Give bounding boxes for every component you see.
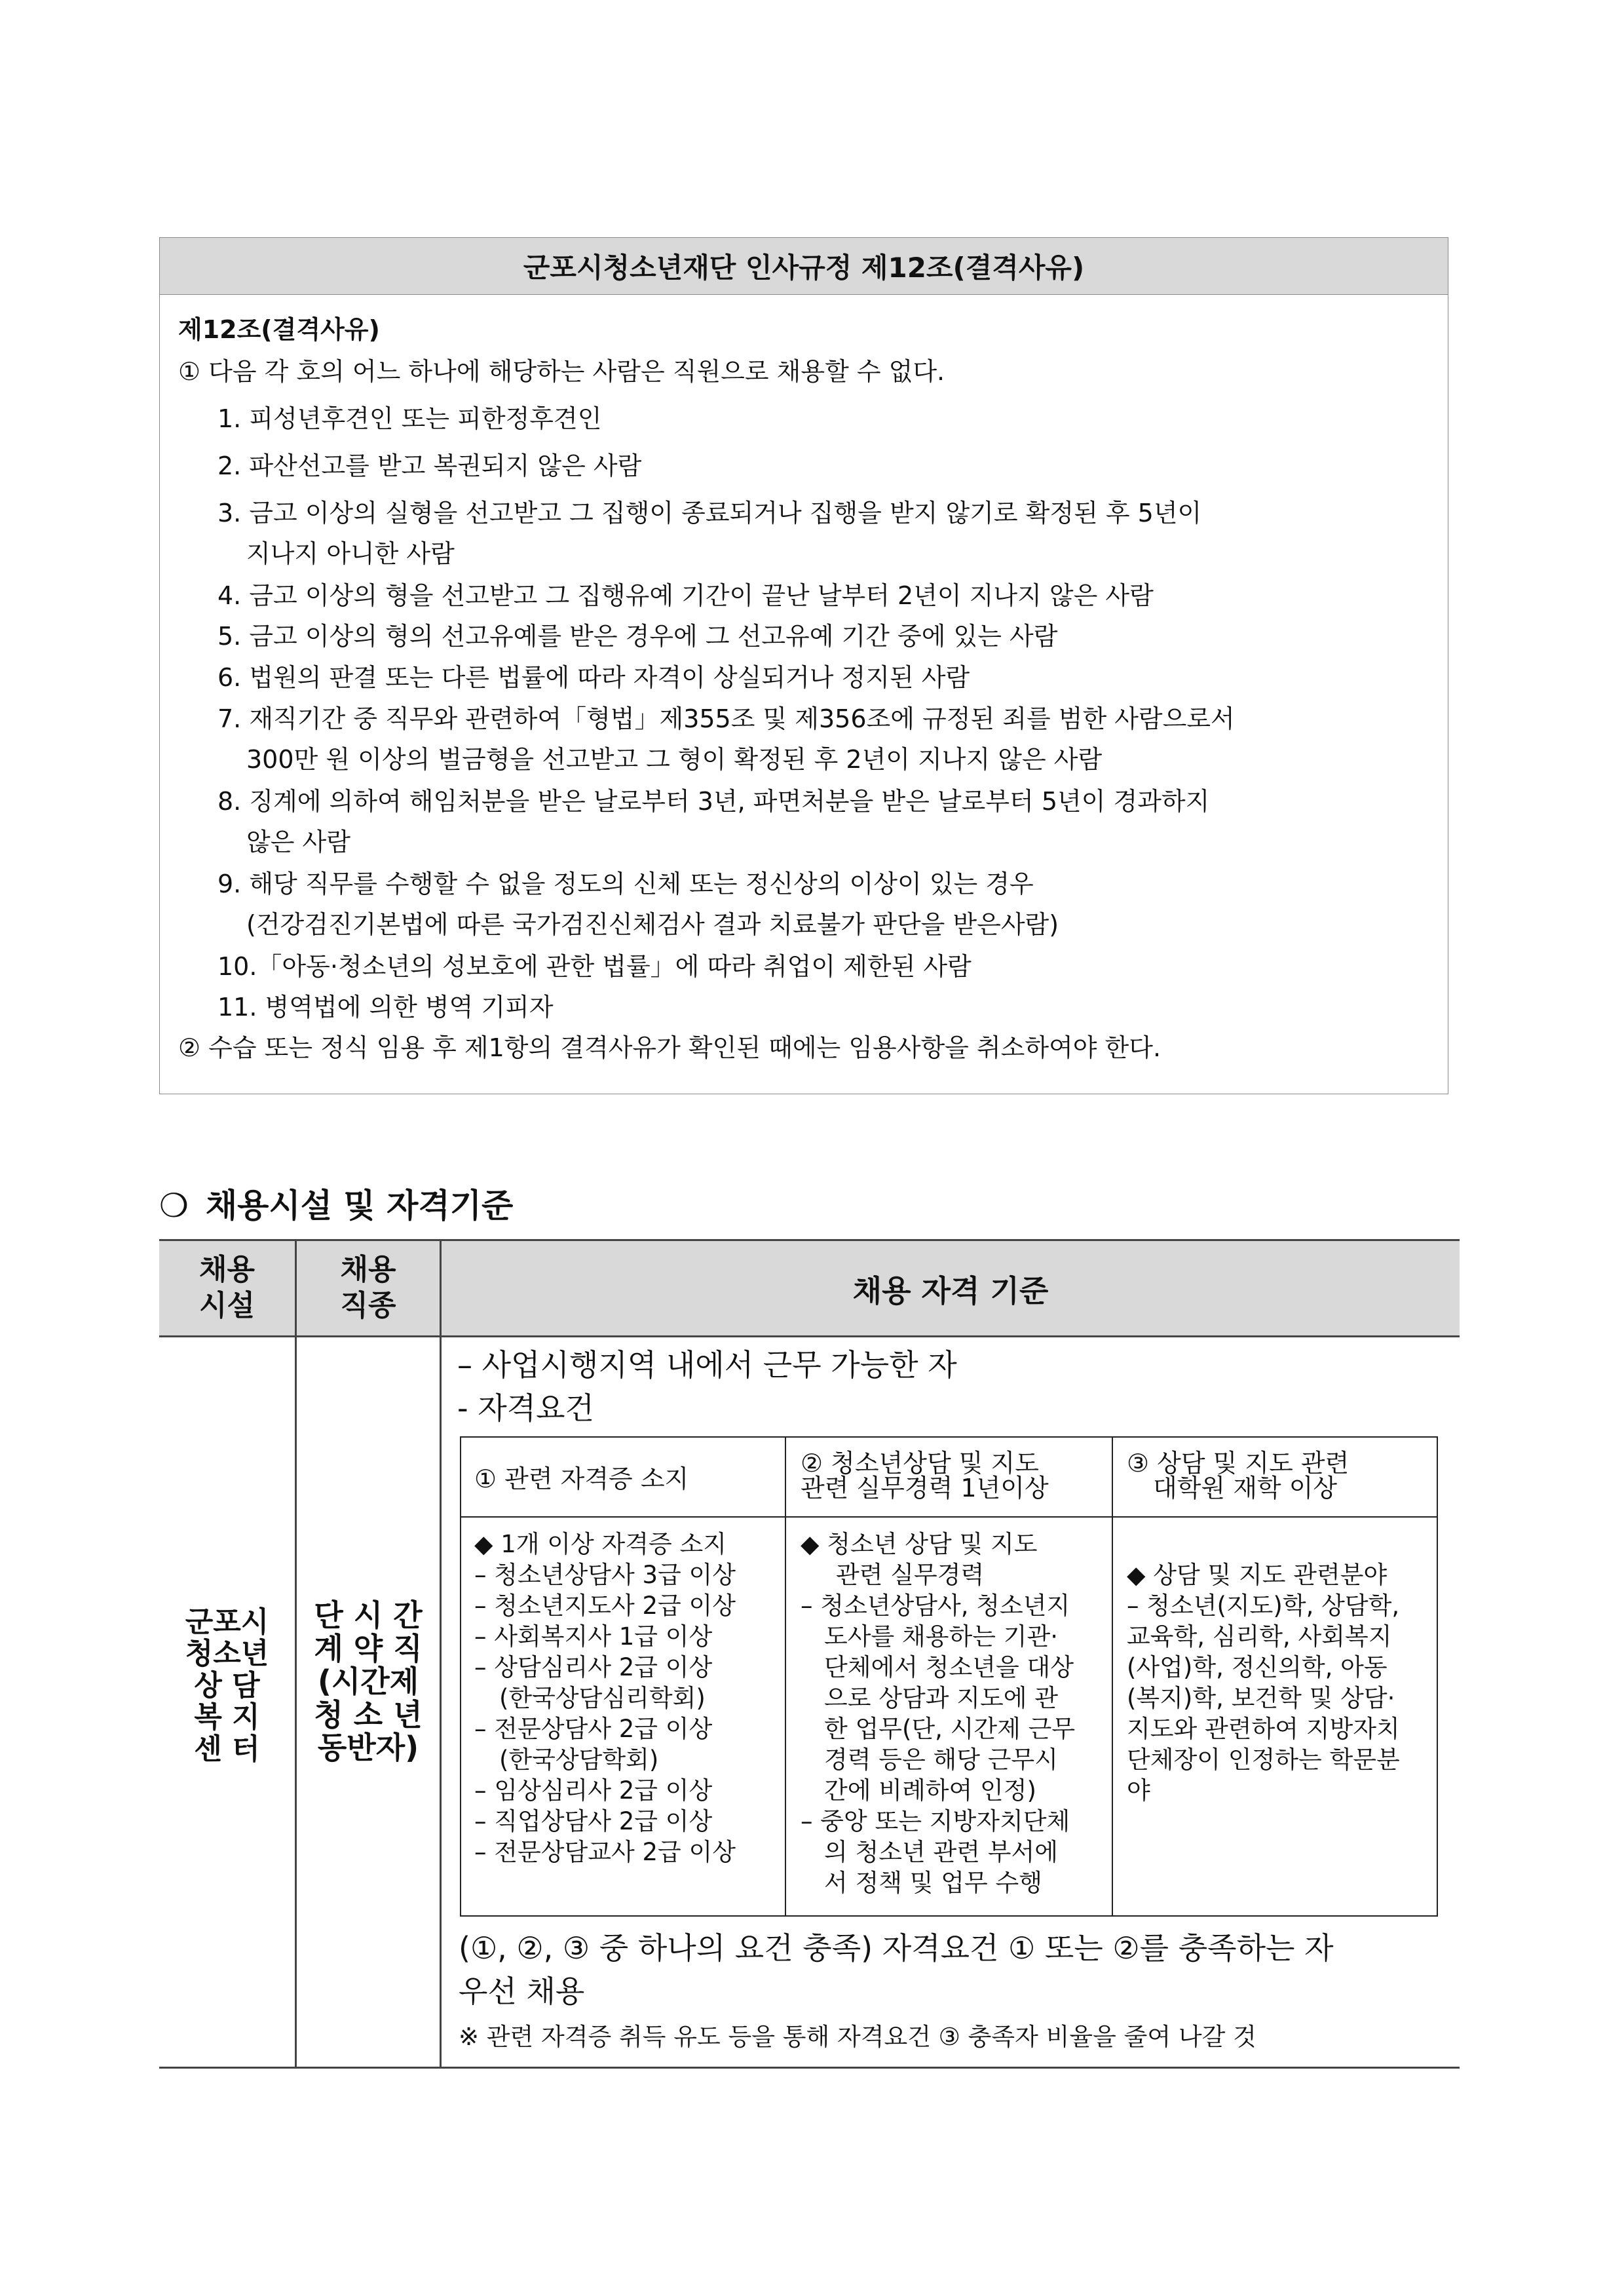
item-10: 10.「아동·청소년의 성보호에 관한 법률」에 따라 취업이 제한된 사람 — [217, 952, 972, 981]
col3-line: – 청소년(지도)학, 상담학, — [1127, 1592, 1400, 1620]
col2-line: 관련 실무경력 — [836, 1561, 985, 1589]
subheader-2-l1: ② 청소년상담 및 지도 — [801, 1449, 1039, 1478]
table-header-rule — [159, 1335, 1460, 1337]
col2-line: 으로 상담과 지도에 관 — [824, 1684, 1058, 1712]
header-facility-l2: 시설 — [198, 1289, 255, 1322]
criteria-note: ※ 관련 자격증 취득 유도 등을 통해 자격요건 ③ 충족자 비율을 줄여 나갈 것 — [459, 2023, 1256, 2051]
col3-line: 지도와 관련하여 지방자치 — [1127, 1715, 1400, 1743]
col2-line: 의 청소년 관련 부서에 — [824, 1838, 1058, 1866]
item-7: 7. 재직기간 중 직무와 관련하여「형법」제355조 및 제356조에 규정된 죄를 범한 사람으로서 — [217, 704, 1235, 733]
col3-line: 교육학, 심리학, 사회복지 — [1127, 1622, 1392, 1651]
col1-line: (한국상담심리학회) — [499, 1684, 706, 1712]
col2-line: 단체에서 청소년을 대상 — [824, 1653, 1074, 1681]
item-8-cont: 않은 사람 — [246, 828, 350, 856]
col1-line: – 사회복지사 1급 이상 — [474, 1622, 713, 1651]
header-job — [297, 1252, 440, 1324]
regulation-box-title: 군포시청소년재단 인사규정 제12조(결격사유) — [160, 238, 1448, 295]
col2-line: – 청소년상담사, 청소년지 — [801, 1592, 1070, 1620]
facility-line: 상 담 — [194, 1668, 260, 1702]
job-type — [297, 1599, 440, 1765]
item-1: 1. 피성년후견인 또는 피한정후견인 — [217, 404, 602, 433]
subtable-divider-1 — [785, 1436, 786, 1917]
col2-line: – 중앙 또는 지방자치단체 — [801, 1807, 1070, 1835]
job-line: 계 약 직 — [314, 1630, 423, 1666]
item-11: 11. 병역법에 의한 병역 기피자 — [217, 993, 554, 1022]
col2-line: ◆ 청소년 상담 및 지도 — [801, 1530, 1038, 1558]
circle-bullet-icon: ❍ — [159, 1187, 189, 1225]
criteria-line-2: - 자격요건 — [457, 1390, 594, 1426]
col1-line: – 임상심리사 2급 이상 — [474, 1776, 713, 1805]
item-3-cont: 지나지 아니한 사람 — [246, 539, 455, 568]
item-7-cont: 300만 원 이상의 벌금형을 선고받고 그 형이 확정된 후 2년이 지나지 않은 사람 — [246, 745, 1103, 774]
subheader-1: ① 관련 자격증 소지 — [474, 1464, 689, 1493]
table-bottom-rule — [159, 2067, 1460, 2069]
facility-line: 센 터 — [194, 1732, 260, 1766]
col3-line: ◆ 상담 및 지도 관련분야 — [1127, 1561, 1388, 1589]
col1-line: ◆ 1개 이상 자격증 소지 — [474, 1530, 727, 1558]
subheader-3-l1: ③ 상담 및 지도 관련 — [1127, 1449, 1350, 1478]
facility-line: 군포시 — [185, 1605, 269, 1639]
item-8: 8. 징계에 의하여 해임처분을 받은 날로부터 3년, 파면처분을 받은 날로부터 5년이 경과하지 — [217, 787, 1210, 816]
item-3: 3. 금고 이상의 실형을 선고받고 그 집행이 종료되거나 집행을 받지 않기로 확정된 후 5년이 — [217, 499, 1202, 527]
col3-line: 야 — [1127, 1776, 1150, 1805]
table-col-divider-2 — [440, 1239, 442, 2069]
col2-line: 서 정책 및 업무 수행 — [824, 1869, 1042, 1897]
article-title: 제12조(결격사유) — [178, 315, 380, 344]
col1-line: – 청소년상담사 3급 이상 — [474, 1561, 736, 1589]
regulation-body — [160, 295, 1448, 1094]
subtable-divider-2 — [1112, 1436, 1113, 1917]
header-criteria: 채용 자격 기준 — [852, 1273, 1049, 1309]
table-top-rule — [159, 1239, 1460, 1241]
facility-line: 복 지 — [194, 1700, 260, 1734]
col2-line: 간에 비례하여 인정) — [824, 1776, 1036, 1805]
criteria-line-1: – 사업시행지역 내에서 근무 가능한 자 — [457, 1347, 957, 1383]
job-line: 청 소 년 — [314, 1696, 423, 1732]
header-job-l1: 채용 — [340, 1253, 396, 1286]
facility-name — [159, 1607, 295, 1765]
col1-line: (한국상담학회) — [499, 1746, 659, 1774]
clause-1: ① 다음 각 호의 어느 하나에 해당하는 사람은 직원으로 채용할 수 없다. — [178, 357, 945, 386]
job-line: 단 시 간 — [314, 1598, 423, 1633]
facility-line: 청소년 — [185, 1637, 269, 1671]
criteria-summary-l1: (①, ②, ③ 중 하나의 요건 충족) 자격요건 ① 또는 ②를 충족하는 자 — [459, 1930, 1334, 1966]
section-heading — [159, 1179, 513, 1227]
col3-line: (복지)학, 보건학 및 상담· — [1127, 1684, 1395, 1712]
col1-line: – 전문상담교사 2급 이상 — [474, 1838, 736, 1866]
section-heading-text: 채용시설 및 자격기준 — [205, 1187, 514, 1225]
item-9-cont: (건강검진기본법에 따른 국가검진신체검사 결과 치료불가 판단을 받은사람) — [246, 910, 1059, 939]
subheader-2-l2: 관련 실무경력 1년이상 — [801, 1474, 1049, 1502]
item-6: 6. 법원의 판결 또는 다른 법률에 따라 자격이 상실되거나 정지된 사람 — [217, 663, 970, 692]
criteria-summary-l2: 우선 채용 — [459, 1974, 585, 2009]
col2-line: 도사를 채용하는 기관· — [824, 1622, 1058, 1651]
header-job-l2: 직종 — [340, 1289, 396, 1322]
col1-line: – 전문상담사 2급 이상 — [474, 1715, 713, 1743]
subheader-3-l2: 대학원 재학 이상 — [1153, 1474, 1338, 1502]
col2-line: 경력 등은 해당 근무시 — [824, 1746, 1058, 1774]
col1-line: – 청소년지도사 2급 이상 — [474, 1592, 736, 1620]
job-line: 동반자) — [317, 1730, 419, 1766]
clause-2: ② 수습 또는 정식 임용 후 제1항의 결격사유가 확인된 때에는 임용사항을 취소하여야 한다. — [178, 1033, 1161, 1062]
item-5: 5. 금고 이상의 형의 선고유예를 받은 경우에 그 선고유예 기간 중에 있는 사람 — [217, 622, 1058, 651]
job-line: (시간제 — [317, 1664, 419, 1700]
item-4: 4. 금고 이상의 형을 선고받고 그 집행유예 기간이 끝난 날부터 2년이 지나지 않은 사람 — [217, 581, 1154, 610]
header-facility — [159, 1252, 295, 1324]
col2-line: 한 업무(단, 시간제 근무 — [824, 1715, 1076, 1743]
col3-line: 단체장이 인정하는 학문분 — [1127, 1746, 1400, 1774]
subtable-header-rule — [460, 1516, 1438, 1518]
col3-line: (사업)학, 정신의학, 아동 — [1127, 1653, 1388, 1681]
header-facility-l1: 채용 — [198, 1253, 255, 1286]
item-2: 2. 파산선고를 받고 복권되지 않은 사람 — [217, 451, 642, 480]
regulation-box — [159, 237, 1448, 1094]
col1-line: – 직업상담사 2급 이상 — [474, 1807, 713, 1835]
col1-line: – 상담심리사 2급 이상 — [474, 1653, 713, 1681]
item-9: 9. 해당 직무를 수행할 수 없을 정도의 신체 또는 정신상의 이상이 있는 경우 — [217, 870, 1034, 898]
